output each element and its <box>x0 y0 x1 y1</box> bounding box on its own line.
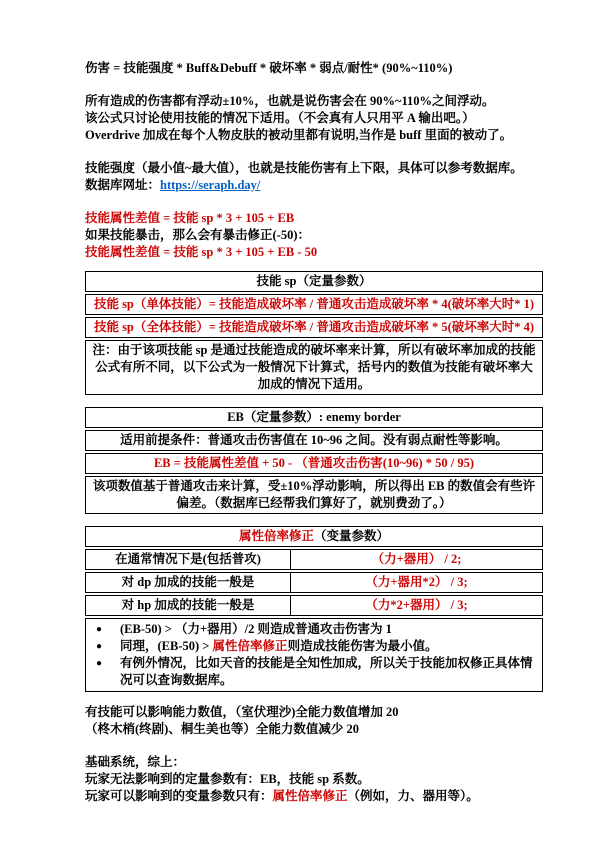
bullet-2-text: 同理，(EB-50) > 属性倍率修正则造成技能伤害为最小值。 <box>120 639 438 653</box>
eb-formula-row: EB = 技能属性差值 + 50 - （普通攻击伤害(10~96) * 50 / 95) <box>85 453 543 474</box>
eb-table <box>85 407 543 514</box>
skill-sp-note-row: 注：由于该项技能 sp 是通过技能造成的破坏率来计算，所以有破坏率加成的技能公式有所不同，以下公式为一般情况下计算式，括号内的数值为技能有破坏率大加成的情况下适用。 <box>85 340 543 395</box>
skill-sp-table <box>85 271 543 395</box>
variable-params-line: 玩家可以影响到的变量参数只有：属性倍率修正（例如，力、器用等）。 <box>85 789 479 803</box>
bullet-icon: ● <box>96 641 103 652</box>
bullet-icon: ● <box>96 658 103 669</box>
paragraph-fluctuation: 所有造成的伤害都有浮动±10%，也就是说伤害会在 90%~110%之间浮动。 <box>85 94 495 108</box>
attr-row-dp <box>85 572 543 593</box>
attr-row-hp-value: （力*2+器用） / 3; <box>365 598 468 612</box>
database-line <box>85 177 543 194</box>
skill-sp-table-header: 技能 sp（定量参数） <box>85 271 543 292</box>
attr-multiplier-table <box>85 526 543 692</box>
attr-multiplier-header-black: （变量参数） <box>314 529 390 543</box>
attr-multiplier-header <box>85 526 543 547</box>
bullet-item-1 <box>90 621 538 638</box>
bullet-1-text: (EB-50) > （力+器用）/2 则造成普通攻击伤害为 1 <box>120 622 392 636</box>
bullet-3-text: 有例外情况，比如天音的技能是全知性加成，所以关于技能加权修正具体情况可以查询数据库。 <box>120 656 533 687</box>
eb-note-row: 该项数值基于普通攻击来计算，受±10%浮动影响，所以得出 EB 的数值会有些许偏差。（数据库已经帮我们算好了，就别费劲了。） <box>85 476 543 514</box>
damage-formula: 伤害 = 技能强度 * Buff&Debuff * 破坏率 * 弱点/耐性* (90%~110%) <box>85 61 453 75</box>
database-link[interactable]: https://seraph.day/ <box>160 178 261 192</box>
attr-row-dp-value: （力+器用*2） / 3; <box>365 575 468 589</box>
database-label: 数据库网址： <box>85 178 161 192</box>
paragraph-overdrive: Overdrive 加成在每个人物皮肤的被动里都有说明,当作是 buff 里面的被动了。 <box>85 128 513 142</box>
paragraph-skill-only: 该公式只讨论使用技能的情况下适用。（不会真有人只用平 A 输出吧。） <box>85 111 475 125</box>
bullet-2-red-term: 属性倍率修正 <box>212 639 288 653</box>
attr-row-normal-value: （力+器用） / 2; <box>371 552 462 566</box>
document-content <box>85 60 543 805</box>
skill-sp-single-row: 技能 sp（单体技能）= 技能造成破坏率 / 普通攻击造成破坏率 * 4(破坏率大时* 1) <box>85 294 543 315</box>
eb-precondition-row: 适用前提条件：普通攻击伤害值在 10~96 之间。没有弱点耐性等影响。 <box>85 430 543 451</box>
attr-row-normal-label: 在通常情况下是(包括普攻) <box>86 550 291 569</box>
crit-correction-note: 如果技能暴击，那么会有暴击修正(-50)： <box>85 228 310 242</box>
attr-diff-formula: 技能属性差值 = 技能 sp * 3 + 105 + EB <box>85 211 295 225</box>
bullet-item-3 <box>90 655 538 689</box>
attr-row-dp-label: 对 dp 加成的技能一般是 <box>86 573 291 592</box>
attr-multiplier-header-red: 属性倍率修正 <box>238 529 314 543</box>
bullet-icon: ● <box>96 624 103 635</box>
ability-malus-line: （柊木梢(终剧)、桐生美也等）全能力数值减少 20 <box>85 722 359 736</box>
attr-bullet-list <box>85 618 543 692</box>
attr-diff-crit-formula: 技能属性差值 = 技能 sp * 3 + 105 + EB - 50 <box>85 245 318 259</box>
variable-params-red-term: 属性倍率修正 <box>272 789 348 803</box>
eb-table-header: EB（定量参数）: enemy border <box>85 407 543 428</box>
summary-title: 基础系统，综上： <box>85 755 186 769</box>
attr-row-hp-label: 对 hp 加成的技能一般是 <box>86 596 291 615</box>
attr-row-normal <box>85 549 543 570</box>
skill-sp-aoe-row: 技能 sp（全体技能）= 技能造成破坏率 / 普通攻击造成破坏率 * 5(破坏率大时* 4) <box>85 317 543 338</box>
attr-row-hp <box>85 595 543 616</box>
ability-bonus-line: 有技能可以影响能力数值，（室伏理沙)全能力数值增加 20 <box>85 705 399 719</box>
paragraph-skill-strength: 技能强度（最小值~最大值），也就是技能伤害有上下限，具体可以参考数据库。 <box>85 161 523 175</box>
bullet-item-2 <box>90 638 538 655</box>
fixed-params-line: 玩家无法影响到的定量参数有：EB，技能 sp 系数。 <box>85 772 370 786</box>
